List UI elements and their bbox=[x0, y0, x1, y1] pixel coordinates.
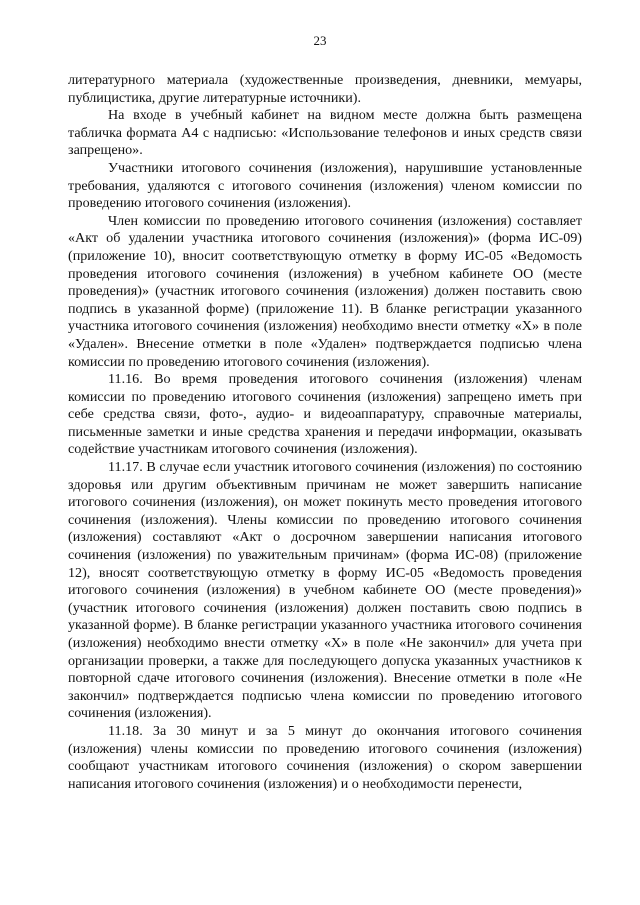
paragraph-removal-act: Член комиссии по проведению итогового сочинения (изложения) составляет «Акт об удалении участника итогового сочинения (изложения)» (форма ИС-09) (приложение 10), вносит соответствующую отметку в форму ИС-05 «Ведомость проведения итогового сочинения (изложения) в учебном кабинете ОО (месте проведения)» (участник итогового сочинения (изложения) должен поставить свою подпись в указанной форме) (приложение 11). В бланке регистрации указанного участника итогового сочинения (изложения) необходимо внести отметку «Х» в поле «Удален». Внесение отметки в поле «Удален» подтверждается подписью члена комиссии по проведению итогового сочинения (изложения). bbox=[68, 212, 582, 370]
paragraph-section-11-18: 11.18. За 30 минут и за 5 минут до окончания итогового сочинения (изложения) члены комиссии по проведению итогового сочинения (изложения) сообщают участникам итогового сочинения (изложения) о скором завершении написания итогового сочинения (изложения) и о необходимости перенести, bbox=[68, 722, 582, 792]
paragraph-violators-removal: Участники итогового сочинения (изложения), нарушившие установленные требования, удаляются с итогового сочинения (изложения) членом комиссии по проведению итогового сочинения (изложения). bbox=[68, 159, 582, 212]
paragraph-section-11-16: 11.16. Во время проведения итогового сочинения (изложения) членам комиссии по проведению итогового сочинения (изложения) запрещено иметь при себе средства связи, фото-, аудио- и видеоаппаратуру, справочные материалы, письменные заметки и иные средства хранения и передачи информации, оказывать содействие участникам итогового сочинения (изложения). bbox=[68, 371, 582, 458]
paragraph-sign-requirement: На входе в учебный кабинет на видном месте должна быть размещена табличка формата А4 с надписью: «Использование телефонов и иных средств связи запрещено». bbox=[68, 107, 582, 159]
paragraph-section-11-17: 11.17. В случае если участник итогового сочинения (изложения) по состоянию здоровья или другим объективным причинам не может завершить написание итогового сочинения (изложения), он может покинуть место проведения итогового сочинения (изложения). Члены комиссии по проведению итогового сочинения (изложения) составляют «Акт о досрочном завершении написания итогового сочинения (изложения) по уважительным причинам» (форма ИС-08) (приложение 12), вносят соответствующую отметку в форму ИС-05 «Ведомость проведения итогового сочинения (изложения) в учебном кабинете ОО (месте проведения)» (участник итогового сочинения (изложения) должен поставить свою подпись в указанной форме). В бланке регистрации указанного участника итогового сочинения (изложения) необходимо внести отметку «Х» в поле «Не закончил» для учета при организации проверки, а также для последующего допуска указанных участников к повторной сдаче итогового сочинения (изложения). Внесение отметки в поле «Не закончил» подтверждается подписью члена комиссии по проведению итогового сочинения (изложения). bbox=[68, 459, 582, 722]
page-number: 23 bbox=[313, 33, 327, 48]
paragraph-continuation: литературного материала (художественные произведения, дневники, мемуары, публицистика, другие литературные источники). bbox=[68, 72, 582, 106]
document-body bbox=[68, 72, 582, 793]
